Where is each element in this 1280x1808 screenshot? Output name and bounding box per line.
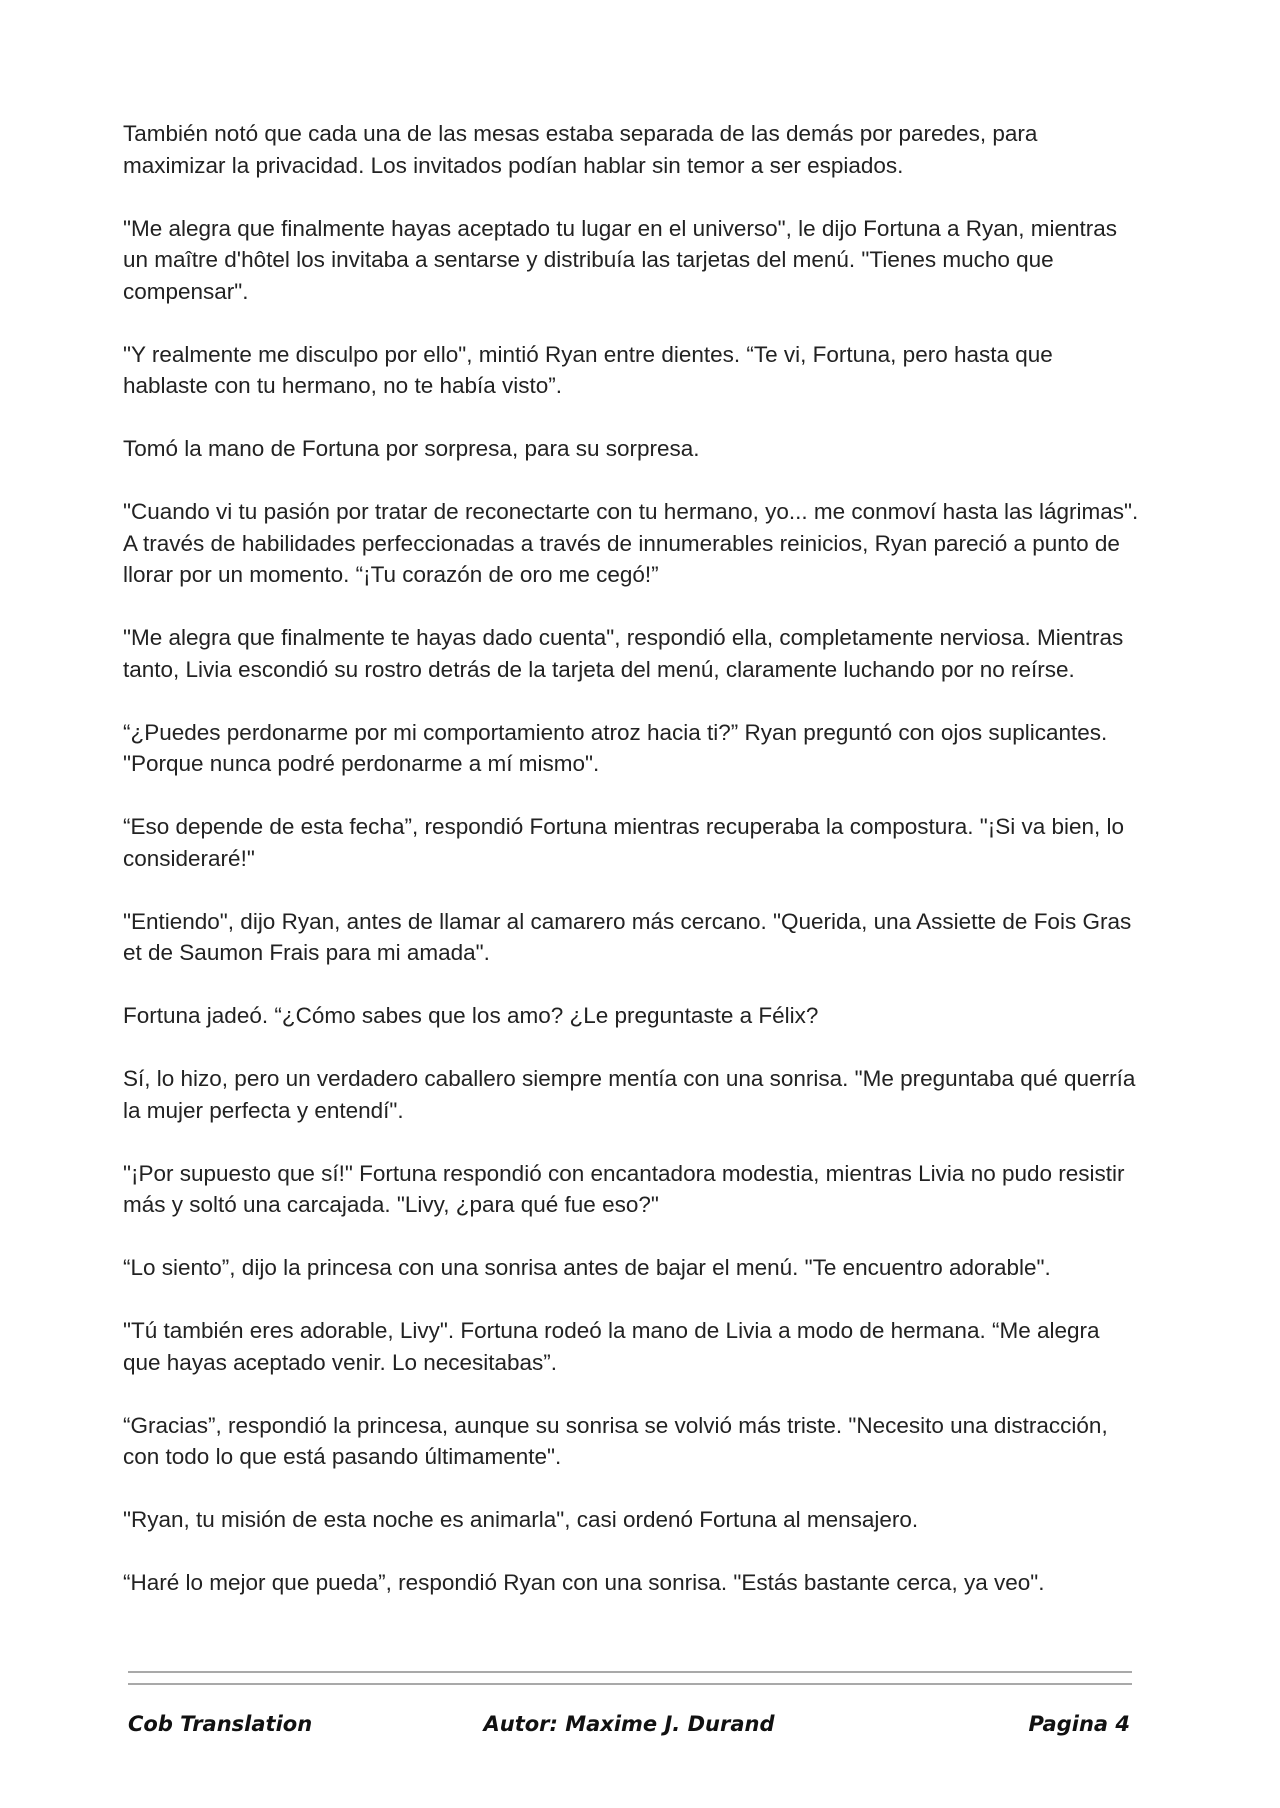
paragraph-9: "Entiendo", dijo Ryan, antes de llamar al camarero más cercano. "Querida, una Assiette de Fois Gras et de Saumon Frais para mi amada". xyxy=(123,908,1132,965)
paragraph-6: "Me alegra que finalmente te hayas dado cuenta", respondió ella, completamente nerviosa. Mientras tanto, Livia escondió su rostro detrás de la tarjeta del menú, claramente luchando por no reírse. xyxy=(123,625,1124,682)
paragraph-10: Fortuna jadeó. “¿Cómo sabes que los amo? ¿Le preguntaste a Félix? xyxy=(123,1003,819,1028)
paragraph-16: "Ryan, tu misión de esta noche es animarla", casi ordenó Fortuna al mensajero. xyxy=(123,1507,919,1532)
paragraph-1: También notó que cada una de las mesas estaba separada de las demás por paredes, para maximizar la privacidad. Los invitados podían hablar sin temor a ser espiados. xyxy=(123,121,1038,178)
footer-divider-bottom xyxy=(128,1683,1132,1685)
paragraph-14: "Tú también eres adorable, Livy". Fortuna rodeó la mano de Livia a modo de hermana. “Me alegra que hayas aceptado venir. Lo necesitabas”. xyxy=(123,1318,1100,1375)
paragraph-15: “Gracias”, respondió la princesa, aunque su sonrisa se volvió más triste. "Necesito una distracción, con todo lo que está pasando últimamente". xyxy=(123,1412,1108,1469)
paragraph-2: "Me alegra que finalmente hayas aceptado tu lugar en el universo", le dijo Fortuna a Ryan, mientras un maître d'hôtel los invitaba a sentarse y distribuía las tarjetas del menú. "Tienes mucho que compensar". xyxy=(123,215,1118,304)
paragraph-8: “Eso depende de esta fecha”, respondió Fortuna mientras recuperaba la compostura. "¡Si va bien, lo consideraré!" xyxy=(123,814,1125,871)
paragraph-5: "Cuando vi tu pasión por tratar de reconectarte con tu hermano, yo... me conmoví hasta las lágrimas". A través de habilidades perfeccionadas a través de innumerables reinicios, Ryan pareció a punto de llorar por un momento. “¡Tu corazón de oro me cegó!” xyxy=(123,499,1139,587)
paragraph-12: "¡Por supuesto que sí!" Fortuna respondió con encantadora modestia, mientras Livia no pudo resistir más y soltó una carcajada. "Livy, ¿para qué fue eso?" xyxy=(123,1160,1125,1217)
footer-divider-top xyxy=(128,1671,1132,1673)
footer-page-number: Pagina 4 xyxy=(1028,1712,1130,1736)
footer-author: Autor: Maxime J. Durand xyxy=(483,1712,775,1736)
footer-translator: Cob Translation xyxy=(128,1712,313,1736)
paragraph-13: “Lo siento”, dijo la princesa con una sonrisa antes de bajar el menú. "Te encuentro adorable". xyxy=(123,1255,1051,1280)
paragraph-7: “¿Puedes perdonarme por mi comportamiento atroz hacia ti?” Ryan preguntó con ojos suplicantes. "Porque nunca podré perdonarme a mí mismo". xyxy=(123,719,1108,776)
document-body xyxy=(123,118,1143,1630)
paragraph-3: "Y realmente me disculpo por ello", mintió Ryan entre dientes. “Te vi, Fortuna, pero hasta que hablaste con tu hermano, no te había visto”. xyxy=(123,341,1053,398)
paragraph-4: Tomó la mano de Fortuna por sorpresa, para su sorpresa. xyxy=(123,436,700,461)
paragraph-11: Sí, lo hizo, pero un verdadero caballero siempre mentía con una sonrisa. "Me preguntaba qué querría la mujer perfecta y entendí". xyxy=(123,1066,1136,1123)
page-footer xyxy=(128,1712,1130,1742)
paragraph-17: “Haré lo mejor que pueda”, respondió Ryan con una sonrisa. "Estás bastante cerca, ya veo". xyxy=(123,1570,1045,1595)
